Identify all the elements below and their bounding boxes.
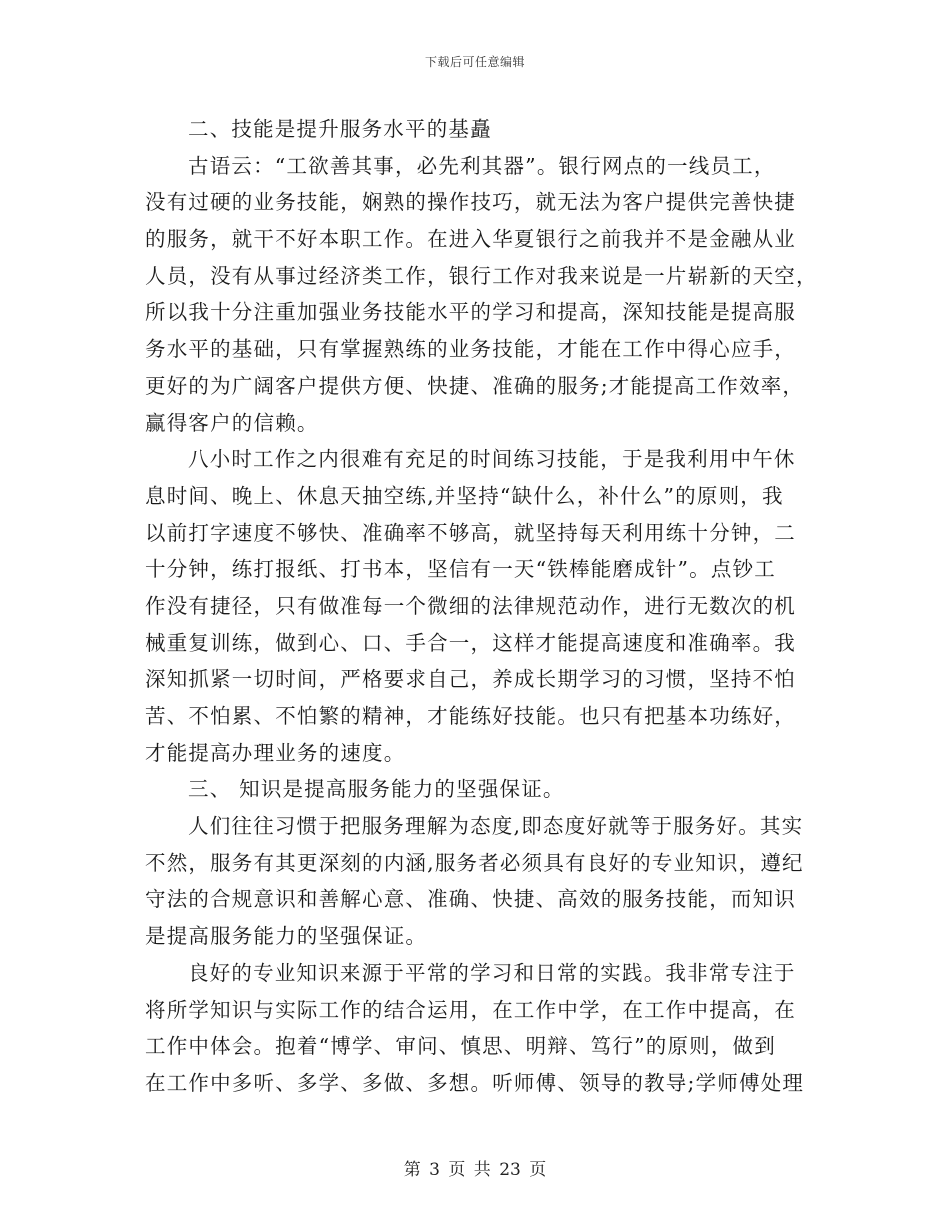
text-line: 工作中体会。抱着“博学、审问、慎思、明辩、笃行”的原则，做到 — [145, 1034, 776, 1059]
text-line: 所以我十分注重加强业务技能水平的学习和提高，深知技能是提高服 — [145, 300, 796, 325]
text-line: 十分钟，练打报纸、打书本，坚信有一天“铁棒能磨成针”。点钞工 — [145, 557, 776, 582]
text-line: 息时间、晚上、休息天抽空练,并坚持“缺什么，补什么”的原则，我 — [145, 483, 784, 508]
text-line: 不然，服务有其更深刻的内涵,服务者必须具有良好的专业知识，遵纪 — [145, 850, 804, 875]
document-body — [145, 111, 818, 1102]
text-line: 深知抓紧一切时间，严格要求自己，养成长期学习的习惯，坚持不怕 — [145, 667, 796, 692]
text-line: 作没有捷径，只有做准每一个微细的法律规范动作，进行无数次的机 — [145, 593, 796, 618]
page-footer: 第 3 页 共 23 页 — [403, 1160, 547, 1180]
text-line: 三、 知识是提高服务能力的坚强保证。 — [188, 777, 565, 802]
text-line: 苦、不怕累、不怕繁的精神，才能练好技能。也只有把基本功练好， — [145, 704, 796, 728]
text-line: 将所学知识与实际工作的结合运用，在工作中学，在工作中提高，在 — [145, 997, 796, 1022]
text-line: 二、技能是提升服务水平的基矗 — [188, 117, 492, 141]
text-line: 以前打字速度不够快、准确率不够高，就坚持每天利用练十分钟，二 — [145, 520, 796, 545]
text-line: 古语云：“工欲善其事，必先利其器”。银行网点的一线员工， — [188, 153, 776, 178]
text-line: 是提高服务能力的坚强保证。 — [145, 924, 428, 949]
text-line: 良好的专业知识来源于平常的学习和日常的实践。我非常专注于 — [188, 960, 796, 985]
text-line: 没有过硬的业务技能，娴熟的操作技巧，就无法为客户提供完善快捷 — [145, 190, 796, 215]
text-line: 械重复训练，做到心、口、手合一，这样才能提高速度和准确率。我 — [145, 630, 796, 655]
text-line: 人员，没有从事过经济类工作，银行工作对我来说是一片崭新的天空， — [145, 263, 818, 288]
text-line: 八小时工作之内很难有充足的时间练习技能，于是我利用中午休 — [188, 447, 796, 472]
text-line: 的服务，就干不好本职工作。在进入华夏银行之前我并不是金融从业 — [145, 227, 796, 252]
text-line: 更好的为广阔客户提供方便、快捷、准确的服务;才能提高工作效率， — [145, 373, 805, 398]
text-line: 人们往往习惯于把服务理解为态度,即态度好就等于服务好。其实 — [188, 814, 804, 839]
text-line: 在工作中多听、多学、多做、多想。听师傅、领导的教导;学师傅处理 — [145, 1070, 805, 1095]
text-line: 才能提高办理业务的速度。 — [145, 740, 406, 765]
text-line: 务水平的基础，只有掌握熟练的业务技能，才能在工作中得心应手， — [145, 337, 796, 362]
page-header: 下载后可任意编辑 — [424, 55, 525, 69]
text-line: 守法的合规意识和善解心意、准确、快捷、高效的服务技能，而知识 — [145, 887, 796, 912]
text-line: 赢得客户的信赖。 — [145, 410, 319, 435]
